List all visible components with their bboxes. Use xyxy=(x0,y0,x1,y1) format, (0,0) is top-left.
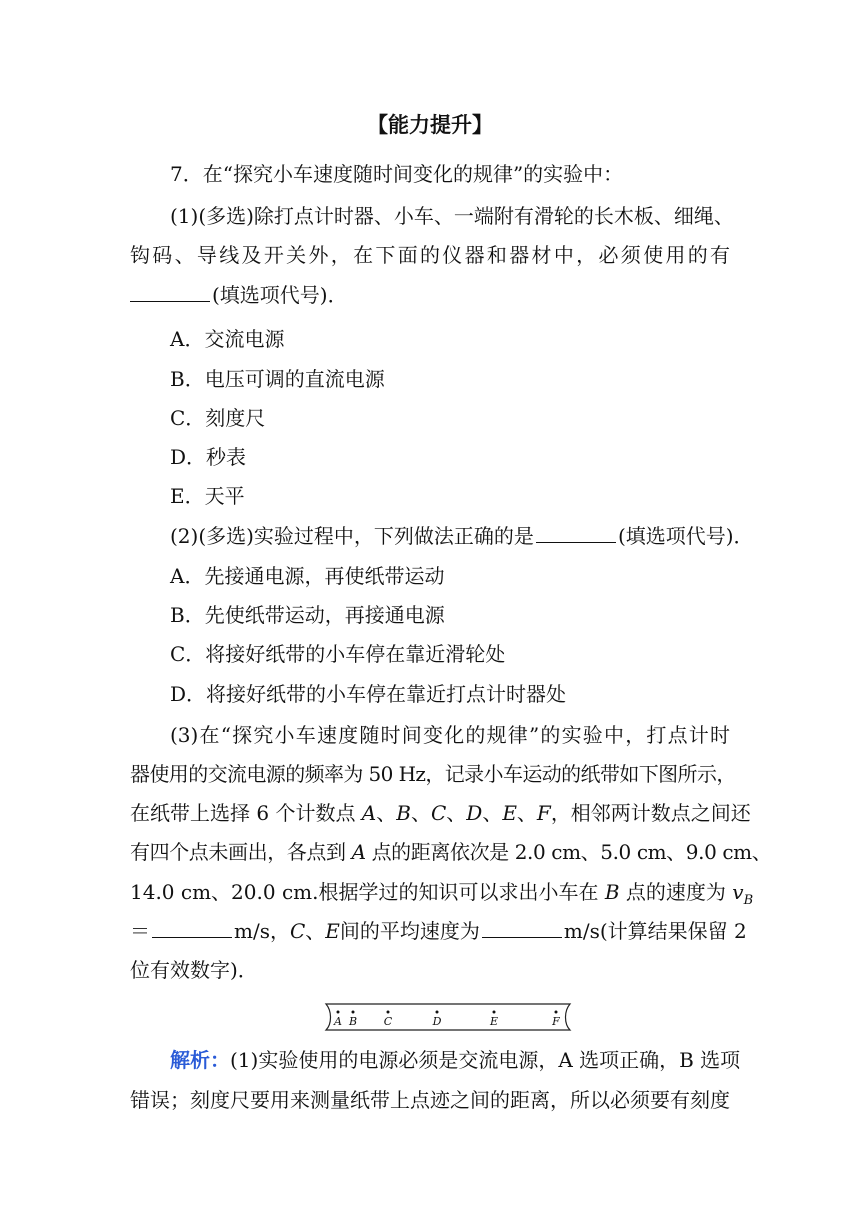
tape-label-c: C xyxy=(383,1015,393,1028)
tape-outline xyxy=(326,1004,570,1030)
tape-label-e: E xyxy=(489,1015,499,1028)
tape-dot-e xyxy=(493,1011,496,1014)
tape-label-d: D xyxy=(432,1015,442,1028)
part3-line3-text: 在纸带上选择 6 个计数点 xyxy=(130,801,362,825)
part1-option-a: A．交流电源 xyxy=(170,327,285,351)
part1-line2: 钩码、导线及开关外，在下面的仪器和器材中，必须使用的有 xyxy=(130,243,730,267)
part2-option-a: A．先接通电源，再使纸带运动 xyxy=(170,564,445,588)
separator: 、 xyxy=(305,919,326,943)
question-intro: 7．在“探究小车速度随时间变化的规律”的实验中： xyxy=(170,162,624,186)
part3-line5-text: 14.0 cm、20.0 cm.根据学过的知识可以求出小车在 xyxy=(130,880,605,904)
tape-dots xyxy=(337,1011,558,1014)
part2-option-b: B．先使纸带运动，再接通电源 xyxy=(170,603,445,627)
section-heading: 【能力提升】 xyxy=(367,112,493,137)
separator: 、 xyxy=(516,801,537,825)
analysis-label: 解析： xyxy=(170,1048,230,1072)
answer-blank xyxy=(130,283,210,302)
part2-option-d: D．将接好纸带的小车停在靠近打点计时器处 xyxy=(170,682,567,706)
part1-option-b: B．电压可调的直流电源 xyxy=(170,367,385,391)
separator: 、 xyxy=(482,801,503,825)
part3-line6-end: m/s(计算结果保留 2 xyxy=(563,919,747,943)
answer-blank xyxy=(152,919,232,938)
part2-option-c: C．将接好纸带的小车停在靠近滑轮处 xyxy=(170,642,506,666)
part3-line6 xyxy=(130,917,747,945)
tape-label-f: F xyxy=(552,1015,560,1028)
point-d: D xyxy=(466,801,483,825)
point-f: F xyxy=(536,801,551,825)
tape-label-b: B xyxy=(348,1015,358,1028)
answer-blank xyxy=(482,919,562,938)
answer-blank xyxy=(536,524,616,543)
part3-line5-mid: 点的速度为 xyxy=(619,880,733,904)
point-a: A xyxy=(351,840,366,864)
part2-question xyxy=(170,522,754,550)
tape-dot-a xyxy=(337,1011,340,1014)
tape-dot-c xyxy=(387,1011,390,1014)
point-e: E xyxy=(325,919,340,943)
part1-option-c: C．刻度尺 xyxy=(170,406,266,430)
part3-line1: (3)在“探究小车速度随时间变化的规律”的实验中，打点计时 xyxy=(170,723,730,747)
part2-suffix: (填选项代号)． xyxy=(617,524,754,548)
unit-text: m/s， xyxy=(234,919,290,943)
velocity-subscript: B xyxy=(743,893,754,908)
separator: 、 xyxy=(376,801,397,825)
part1-line1: (1)(多选)除打点计时器、小车、一端附有滑轮的长木板、细绳、 xyxy=(170,204,734,228)
tape-label-a: A xyxy=(334,1015,342,1028)
paper-tape-figure xyxy=(318,1002,578,1032)
point-c: C xyxy=(289,919,306,943)
part3-line3-end: ，相邻两计数点之间还 xyxy=(550,801,751,825)
point-b: B xyxy=(396,801,411,825)
tape-dot-f xyxy=(555,1011,558,1014)
analysis-line2: 错误；刻度尺要用来测量纸带上点迹之间的距离，所以必须要有刻度 xyxy=(130,1088,730,1112)
equals-sign: ＝ xyxy=(130,919,150,943)
separator: 、 xyxy=(446,801,467,825)
part1-line3 xyxy=(130,281,730,309)
point-b: B xyxy=(604,880,620,904)
part3-line3 xyxy=(130,799,751,827)
part3-line5 xyxy=(130,878,754,908)
part3-line6-mid: 间的平均速度为 xyxy=(339,919,480,943)
separator: 、 xyxy=(410,801,431,825)
part1-line3-suffix: (填选项代号)． xyxy=(212,283,348,307)
analysis-line1 xyxy=(170,1046,741,1074)
part3-line7: 位有效数字)． xyxy=(130,958,258,982)
part3-line4-text: 有四个点未画出，各点到 xyxy=(130,840,352,864)
part3-line4-end: 点的距离依次是 2.0 cm、5.0 cm、9.0 cm、 xyxy=(365,840,772,864)
part3-line4 xyxy=(130,838,772,866)
point-c: C xyxy=(430,801,447,825)
tape-dot-b xyxy=(352,1011,355,1014)
point-e: E xyxy=(502,801,517,825)
part1-option-d: D．秒表 xyxy=(170,445,247,469)
analysis-text1: (1)实验使用的电源必须是交流电源，A 选项正确，B 选项 xyxy=(230,1048,741,1072)
part1-option-e: E．天平 xyxy=(170,484,245,508)
tape-dot-d xyxy=(436,1011,439,1014)
part3-line2: 器使用的交流电源的频率为 50 Hz，记录小车运动的纸带如下图所示， xyxy=(130,762,736,786)
point-a: A xyxy=(361,801,377,825)
velocity-symbol: v xyxy=(732,880,744,904)
part2-prefix: (2)(多选)实验过程中，下列做法正确的是 xyxy=(170,524,534,548)
